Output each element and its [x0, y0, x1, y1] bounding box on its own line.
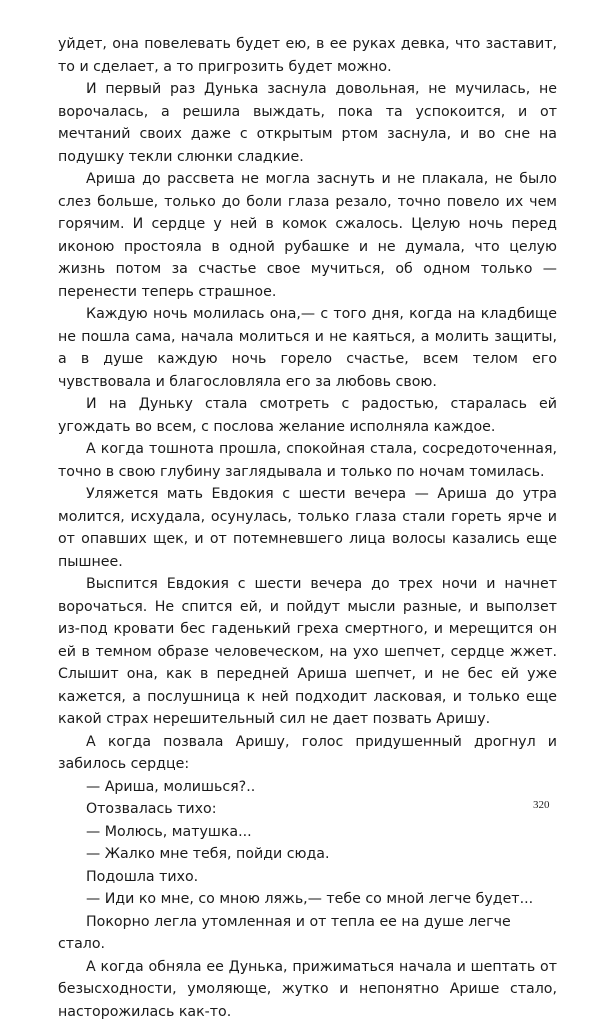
paragraph: Каждую ночь молилась она,— с того дня, когда на кладбище не пошла сама, начала молиться и не каяться, а молить защиты, а в душе каждую ночь горело счастье, всем телом его чувствовала и благословляла его за любовь свою.	[58, 303, 557, 393]
dialogue-line: — Молюсь, матушка...	[58, 821, 557, 844]
paragraph: И первый раз Дунька заснула довольная, не мучилась, не ворочалась, а решила выждать, пока та успокоится, и от мечтаний своих даже с открытым ртом заснула, и во сне на подушку текли слюнки сладкие.	[58, 78, 557, 168]
paragraph: Выспится Евдокия с шести вечера до трех ночи и начнет ворочаться. Не спится ей, и пойдут мысли разные, и выползет из-под кровати бес гаденький греха смертного, и мерещится он ей в темном образе человеческом, на ухо шепчет, сердце жжет. Слышит она, как в передней Ариша шепчет, и не бес ей уже кажется, а послушница к ней подходит ласковая, и только еще какой страх нерешительный сил не дает позвать Аришу.	[58, 573, 557, 731]
dialogue-line: — Иди ко мне, со мною ляжь,— тебе со мной легче будет...	[58, 888, 557, 911]
paragraph: А когда позвала Аришу, голос придушенный дрогнул и забилось сердце:	[58, 731, 557, 776]
paragraph: А когда обняла ее Дунька, прижиматься начала и шептать от безысходности, умоляюще, жутко и непонятно Арише стало, насторожилась как-то.	[58, 956, 557, 1023]
dialogue-line: — Жалко мне тебя, пойди сюда.	[58, 843, 557, 866]
page-body	[58, 33, 557, 1023]
paragraph: Отозвалась тихо:	[58, 798, 557, 821]
paragraph: Покорно легла утомленная и от тепла ее на душе легче стало.	[58, 911, 557, 956]
paragraph: И на Дуньку стала смотреть с радостью, старалась ей угождать во всем, с послова желание исполняла каждое.	[58, 393, 557, 438]
page-number: 320	[533, 799, 550, 811]
dialogue-line: — Ариша, молишься?..	[58, 776, 557, 799]
paragraph: Уляжется мать Евдокия с шести вечера — Ариша до утра молится, исхудала, осунулась, только глаза стали гореть ярче и от опавших щек, и от потемневшего лица волосы казались еще пышнее.	[58, 483, 557, 573]
paragraph: Подошла тихо.	[58, 866, 557, 889]
paragraph: уйдет, она повелевать будет ею, в ее руках девка, что заставит, то и сделает, а то пригрозить будет можно.	[58, 33, 557, 78]
paragraph: Ариша до рассвета не могла заснуть и не плакала, не было слез больше, только до боли глаза резало, точно повело их чем горячим. И сердце у ней в комок сжалось. Целую ночь перед иконою простояла в одной рубашке и не думала, что целую жизнь потом за счастье свое мучиться, об одном только — перенести теперь страшное.	[58, 168, 557, 303]
paragraph: А когда тошнота прошла, спокойная стала, сосредоточенная, точно в свою глубину заглядывала и только по ночам томилась.	[58, 438, 557, 483]
